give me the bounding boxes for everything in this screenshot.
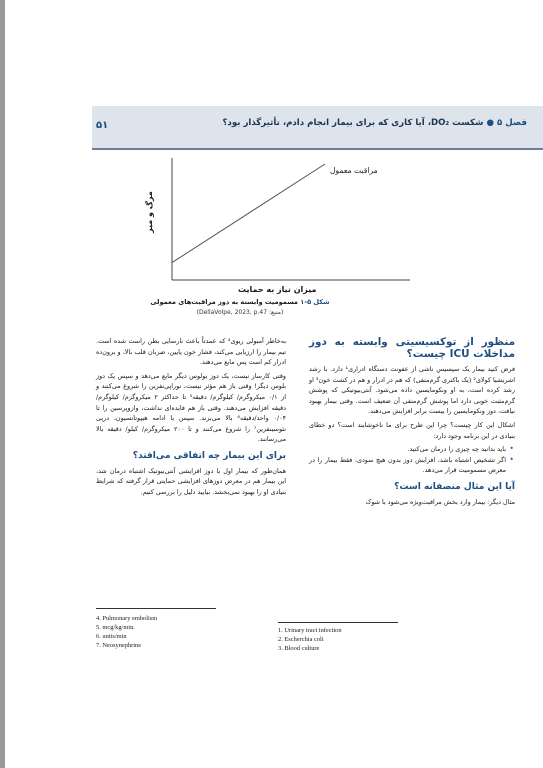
paragraph: مثال دیگر: بیمار وارد بخش مراقبت‌ویژه می‌شود با شوک — [365, 497, 515, 506]
header-band — [92, 106, 543, 150]
footnote-rule — [96, 608, 216, 609]
figure-series-label: مراقبت معمول — [330, 166, 378, 175]
right-column — [309, 336, 515, 510]
paragraph: اشکال این کار چیست؟ چرا این طرح برای ما ناخوشایند است؟ دو خطای بنیادی در این برنامه وجود دارد: — [309, 420, 515, 440]
figure-caption-text: مسمومیت وابسته به دوز مراقبت‌های معمولی — [150, 298, 298, 306]
footnote: 3. Blood culture — [278, 645, 320, 652]
footnote: 4. Pulmonary embolism — [96, 615, 158, 622]
chapter-title: شکست DO₂، آیا کاری که برای بیمار انجام دادم، تأثیرگذار بود؟ — [222, 118, 484, 128]
figure-caption — [120, 298, 360, 306]
footnote: 7. Neosynephrine — [96, 642, 142, 649]
plot-area — [172, 164, 325, 263]
footnotes-left — [96, 614, 157, 650]
footnotes-right — [278, 626, 342, 653]
page-number: ۵۱ — [96, 120, 109, 131]
figure-y-axis-label: مرگ و میر — [145, 191, 154, 233]
section-heading: منظور از توکسیسیتی وابسته به دوز مداخلات ICU چیست؟ — [309, 336, 515, 360]
figure-x-axis-label: میزان نیاز به حمایت — [238, 285, 317, 294]
series-line — [172, 164, 325, 263]
left-column — [96, 336, 286, 500]
bullet-item: • اگر تشخیص اشتباه باشد، افزایش دوز بدون هیچ سودی، فقط بیمار را در معرض مسمومیت قرار می‌دهد. — [309, 455, 506, 476]
footnote: 2. Escherchia coli — [278, 636, 324, 643]
paragraph: وقتی کارساز نیست، یک دوز بولوس دیگر مایع می‌دهد و سپس یک دوز بلوس دیگر! وقتی باز هم مؤثر نیست، نوراپی‌نفرین را شروع می‌کنند و از ۰/۱ میکروگرم/ کیلوگرم/ دقیقه⁵ تا حداکثر ۲ میکروگرم/ کیلوگرم/ دقیقه افزایش می‌دهند. وقتی باز هم فایده‌ای نداشت، وازوپرسین را تا ۰/۰۴ واحد/دقیقه⁶ بالا می‌برند. سپس با ادامه هیپوتانسیون، درپی نئوسینفرین⁷ را شروع می‌کنند و تا ۲۰۰ میکروگرم/ کیلو/ دقیقه بالا می‌رسانند. — [96, 371, 287, 444]
figure-source: (منبع: DellaVolpe, 2023, p.47) — [196, 309, 284, 316]
running-header — [222, 118, 527, 128]
paragraph: فرض کنید بیمار یک سپسیس ناشی از عفونت دستگاه ادراری¹ دارد. با رشد اشریشیا کولای² (یک باکتری گرم‌منفی) که هم در ادرار و هم در کشت خون³ او رشد کرده است، به او ونکومایسین داده می‌شود. آنتی‌بیوتیکی که پوشش گرم‌مثبت خوبی دارد اما پوشش گرم‌منفی آن ضعیف است. وقتی بیمار بهبود نیافت، دوز ونکومایسین را بیست برابر افزایش می‌دهند. — [309, 365, 516, 416]
page-edge — [0, 0, 5, 768]
figure-chart — [150, 150, 420, 320]
bullet-list — [309, 444, 515, 476]
footnote: 5. mcg/kg/min. — [96, 624, 135, 631]
paragraph: همان‌طور که بیمار اول با دوز افزایشی آنتی‌بیوتیک اشتباه درمان شد، این بیمار هم در معرض دوزهای افزایشی حمایتی قرار گرفته که شرایط بنیادی او را بهبود نمی‌بخشد. بیایید دلیل را بررسی کنیم. — [96, 466, 286, 496]
subsection-heading: برای این بیمار چه اتفاقی می‌افتد؟ — [132, 450, 286, 461]
paragraph: به‌خاطر آمبولی ریوی⁴ که عمدتاً باعث نارسایی بطن راست شده است. تیم بیمار را ارزیابی می‌کند، فشار خون پایین، ضربان قلب بالا، و برون‌ده ادرار کم است پس مایع می‌دهند. — [96, 337, 286, 367]
subsection-heading: آیا این مثال منصفانه است؟ — [394, 481, 515, 492]
chapter-label: فصل ۵ ● — [486, 118, 527, 128]
footnote: 6. units/min — [96, 633, 127, 640]
footnote-rule — [278, 622, 398, 623]
footnote: 1. Urinary tract infection — [278, 627, 342, 634]
bullet-item: • باید بدانید چه چیزی را درمان می‌کنید. — [309, 444, 506, 455]
figure-caption-number: شکل ۵-۱ — [300, 298, 330, 306]
